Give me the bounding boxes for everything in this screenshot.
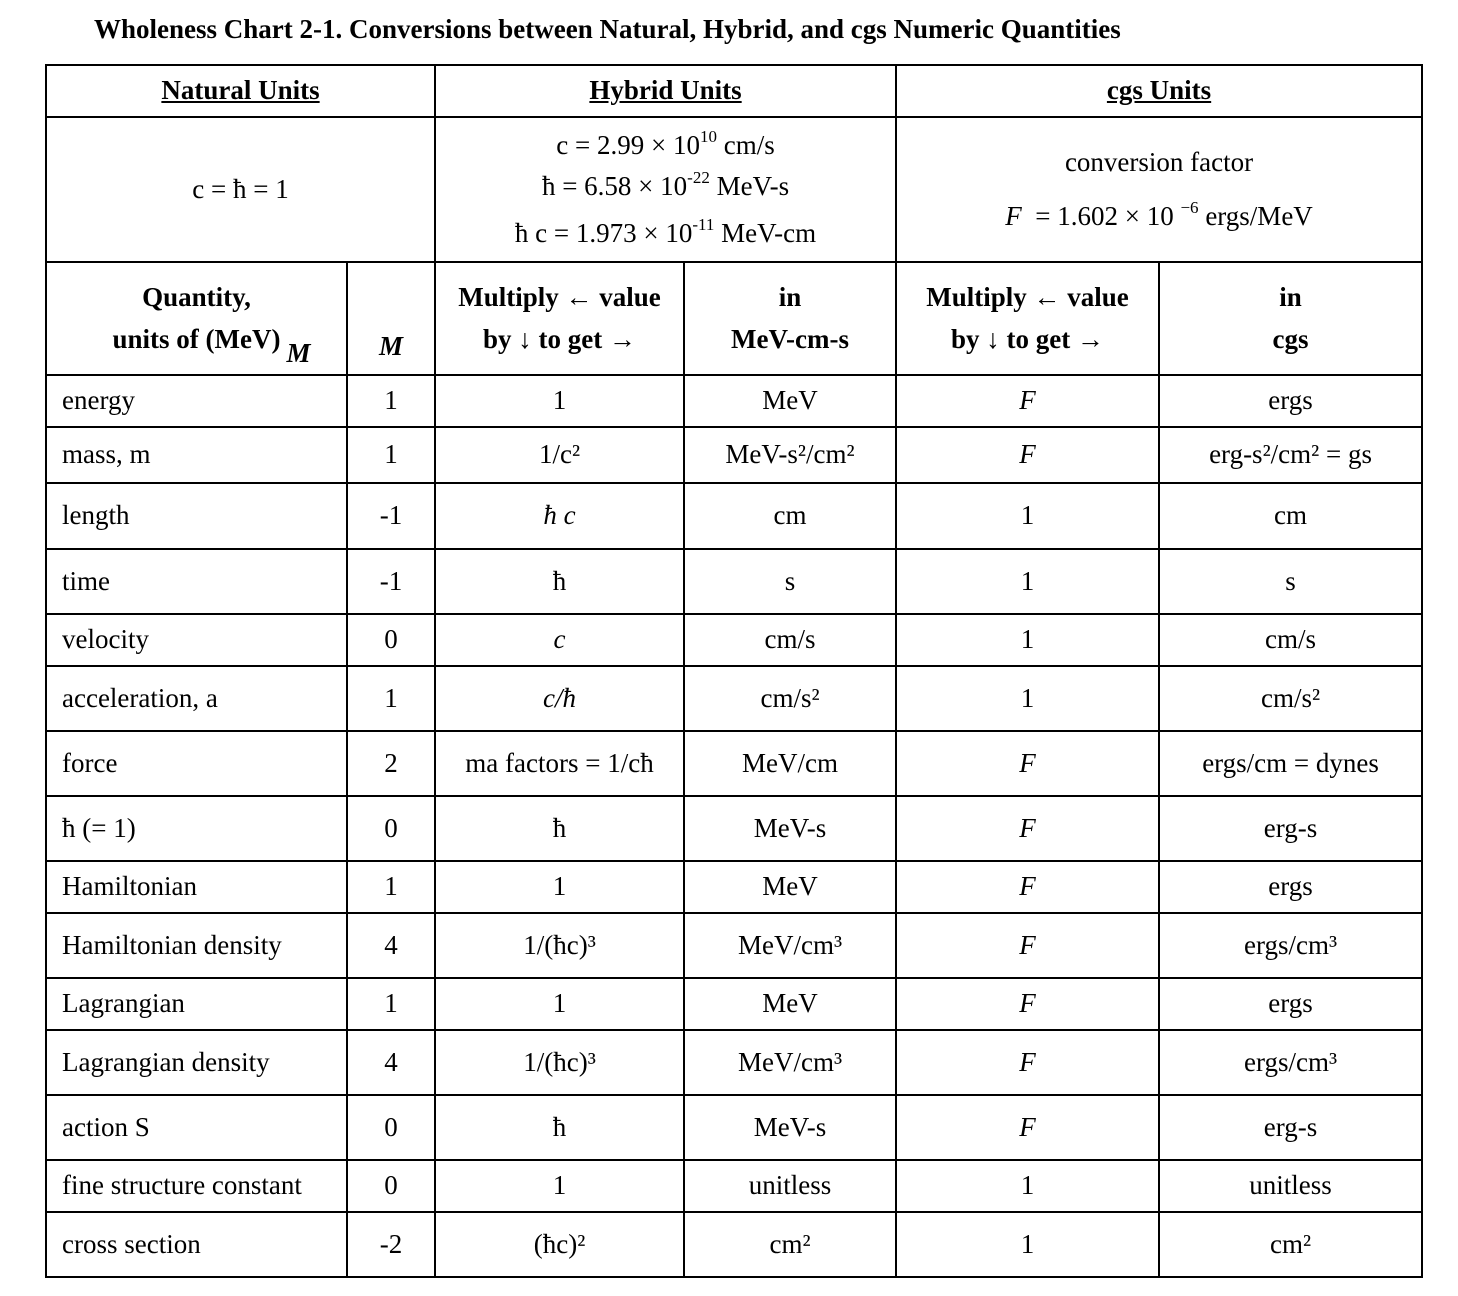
table-row	[46, 483, 1422, 549]
hybrid-units-header: Hybrid Units	[435, 65, 896, 117]
table-row	[46, 549, 1422, 614]
hybrid-units-cell: MeV/cm	[684, 731, 896, 796]
hybrid-factor-cell: 1	[435, 861, 684, 913]
hybrid-factor-cell: 1/(ħc)³	[435, 913, 684, 978]
cgs-units-cell: cm²	[1159, 1212, 1422, 1277]
quantity-cell: acceleration, a	[46, 666, 347, 731]
hybrid-factor-cell: 1	[435, 375, 684, 427]
m-cell: 1	[347, 375, 435, 427]
hybrid-factor-cell: ħ	[435, 1095, 684, 1160]
hybrid-units-cell: MeV/cm³	[684, 913, 896, 978]
quantity-cell: velocity	[46, 614, 347, 666]
cgs-factor-cell: 1	[896, 1160, 1159, 1212]
m-cell: -1	[347, 549, 435, 614]
hybrid-factor-cell: ħ	[435, 549, 684, 614]
cgs-constants	[896, 117, 1422, 262]
section-header-row	[46, 65, 1422, 117]
cgs-units-cell: ergs	[1159, 978, 1422, 1030]
quantity-cell: Hamiltonian density	[46, 913, 347, 978]
cgs-factor-cell: 1	[896, 483, 1159, 549]
cgs-units-cell: ergs	[1159, 861, 1422, 913]
cgs-factor-cell: F	[896, 427, 1159, 483]
cgs-factor-cell: 1	[896, 549, 1159, 614]
m-cell: -2	[347, 1212, 435, 1277]
quantity-cell: ħ (= 1)	[46, 796, 347, 861]
quantity-cell: Hamiltonian	[46, 861, 347, 913]
table-row	[46, 1095, 1422, 1160]
m-cell: 2	[347, 731, 435, 796]
table-row	[46, 1160, 1422, 1212]
quantity-cell: cross section	[46, 1212, 347, 1277]
cgs-units-cell: s	[1159, 549, 1422, 614]
hybrid-factor-cell: ma factors = 1/cħ	[435, 731, 684, 796]
hybrid-factor-cell: 1	[435, 1160, 684, 1212]
quantity-cell: time	[46, 549, 347, 614]
quantity-cell: mass, m	[46, 427, 347, 483]
hybrid-factor-cell: (ħc)²	[435, 1212, 684, 1277]
cgs-factor-cell: F	[896, 375, 1159, 427]
hybrid-factor-cell: 1	[435, 978, 684, 1030]
cgs-factor-cell: F	[896, 1030, 1159, 1095]
hybrid-units-cell: unitless	[684, 1160, 896, 1212]
column-header-row	[46, 262, 1422, 375]
hybrid-constants	[435, 117, 896, 262]
cgs-factor-cell: 1	[896, 666, 1159, 731]
cgs-units-cell: cm/s	[1159, 614, 1422, 666]
table-row	[46, 375, 1422, 427]
cgs-units-cell: erg-s	[1159, 796, 1422, 861]
natural-units-header: Natural Units	[46, 65, 435, 117]
table-row	[46, 614, 1422, 666]
cgs-units-header: cgs Units	[896, 65, 1422, 117]
cgs-factor-cell: F	[896, 731, 1159, 796]
chart-title: Wholeness Chart 2-1. Conversions between Natural, Hybrid, and cgs Numeric Quantities	[94, 14, 1121, 44]
table-row	[46, 978, 1422, 1030]
hybrid-units-cell: cm/s	[684, 614, 896, 666]
cgs-factor-cell: 1	[896, 614, 1159, 666]
cgs-factor-cell: F	[896, 861, 1159, 913]
hybrid-units-cell: cm/s²	[684, 666, 896, 731]
quantity-cell: Lagrangian	[46, 978, 347, 1030]
hybrid-units-cell: MeV	[684, 375, 896, 427]
m-cell: 1	[347, 978, 435, 1030]
quantity-cell: length	[46, 483, 347, 549]
conversion-factor-value: F = 1.602 × 10 $^{-6}$ ergs/MeV	[1005, 197, 1313, 231]
hybrid-units-cell: cm²	[684, 1212, 896, 1277]
quantity-header: Quantity, units of (MeV) M	[46, 262, 347, 375]
hbar-value: ħ = $6.58 \times 10^{-22}$ MeV-s	[541, 167, 790, 201]
m-header: M	[347, 262, 435, 375]
table-row	[46, 796, 1422, 861]
speed-of-light-value: $c = 2.99 \times 10^{10}$ cm/s	[556, 126, 775, 160]
cgs-factor-cell: F	[896, 1095, 1159, 1160]
cgs-units-cell: erg-s²/cm² = gs	[1159, 427, 1422, 483]
hybrid-in-header: in MeV-cm-s	[684, 262, 896, 375]
natural-constants: c = ħ = 1	[46, 117, 435, 262]
cgs-units-cell: erg-s	[1159, 1095, 1422, 1160]
quantity-cell: fine structure constant	[46, 1160, 347, 1212]
hybrid-factor-cell: c	[435, 614, 684, 666]
hybrid-units-cell: MeV-s²/cm²	[684, 427, 896, 483]
table-row	[46, 861, 1422, 913]
cgs-in-header: in cgs	[1159, 262, 1422, 375]
table-row	[46, 1212, 1422, 1277]
conversion-table	[45, 64, 1423, 1278]
cgs-factor-cell: F	[896, 978, 1159, 1030]
hybrid-units-cell: cm	[684, 483, 896, 549]
m-cell: 0	[347, 614, 435, 666]
cgs-multiply-header: Multiply ← value by ↓ to get →	[896, 262, 1159, 375]
hybrid-units-cell: s	[684, 549, 896, 614]
m-cell: 1	[347, 427, 435, 483]
table-row	[46, 731, 1422, 796]
cgs-factor-cell: 1	[896, 1212, 1159, 1277]
hybrid-factor-cell: ħ	[435, 796, 684, 861]
quantity-cell: energy	[46, 375, 347, 427]
hybrid-units-cell: MeV-s	[684, 796, 896, 861]
cgs-factor-cell: F	[896, 913, 1159, 978]
m-cell: 4	[347, 1030, 435, 1095]
m-cell: -1	[347, 483, 435, 549]
cgs-units-cell: ergs/cm³	[1159, 1030, 1422, 1095]
cgs-units-cell: unitless	[1159, 1160, 1422, 1212]
hybrid-units-cell: MeV	[684, 978, 896, 1030]
quantity-cell: force	[46, 731, 347, 796]
cgs-units-cell: cm/s²	[1159, 666, 1422, 731]
cgs-units-cell: cm	[1159, 483, 1422, 549]
cgs-units-cell: ergs/cm³	[1159, 913, 1422, 978]
m-cell: 0	[347, 1160, 435, 1212]
m-cell: 1	[347, 666, 435, 731]
hybrid-factor-cell: 1/(ħc)³	[435, 1030, 684, 1095]
quantity-cell: action S	[46, 1095, 347, 1160]
m-cell: 0	[347, 796, 435, 861]
hybrid-factor-cell: 1/c²	[435, 427, 684, 483]
hybrid-units-cell: MeV	[684, 861, 896, 913]
quantity-rows	[46, 375, 1422, 1277]
conversion-factor-label: conversion factor	[1064, 147, 1254, 178]
hybrid-units-cell: MeV-s	[684, 1095, 896, 1160]
table-row	[46, 1030, 1422, 1095]
hybrid-factor-cell: c/ħ	[435, 666, 684, 731]
table-row	[46, 427, 1422, 483]
hybrid-multiply-header: Multiply ← value by ↓ to get →	[435, 262, 684, 375]
hybrid-units-cell: MeV/cm³	[684, 1030, 896, 1095]
m-cell: 4	[347, 913, 435, 978]
quantity-cell: Lagrangian density	[46, 1030, 347, 1095]
constants-row	[46, 117, 1422, 262]
hbar-c-value: ħ $c = 1.973 \times 10^{-11}$ MeV-cm	[514, 215, 817, 249]
table-row	[46, 666, 1422, 731]
cgs-units-cell: ergs/cm = dynes	[1159, 731, 1422, 796]
cgs-units-cell: ergs	[1159, 375, 1422, 427]
cgs-factor-cell: F	[896, 796, 1159, 861]
table-row	[46, 913, 1422, 978]
m-cell: 0	[347, 1095, 435, 1160]
hybrid-factor-cell: ħ c	[435, 483, 684, 549]
m-cell: 1	[347, 861, 435, 913]
